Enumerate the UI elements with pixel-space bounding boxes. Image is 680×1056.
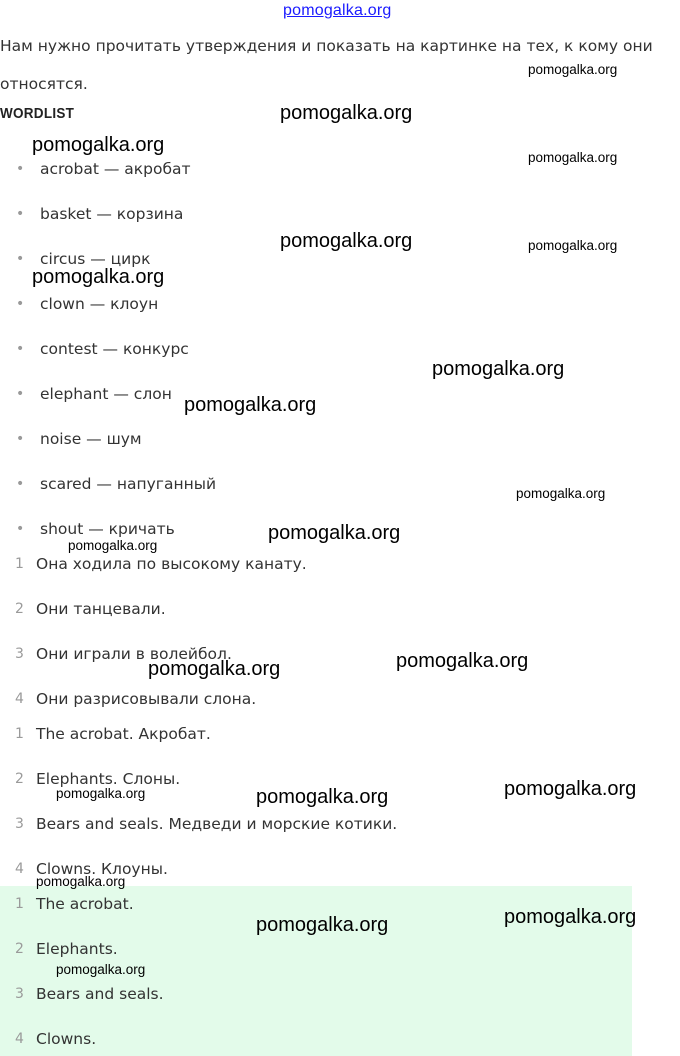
wordlist-heading: WORDLIST (0, 105, 75, 122)
item-number: 1 (15, 556, 24, 572)
statement-text: Они играли в волейбол. (36, 645, 232, 663)
item-number: 3 (15, 986, 24, 1002)
word-entry: scared — напуганный (40, 475, 217, 493)
answer-text: Clowns. (36, 1030, 97, 1048)
watermark: pomogalka.org (32, 134, 165, 156)
watermark: pomogalka.org (268, 522, 401, 544)
list-item (0, 155, 191, 183)
word-entry: circus — цирк (40, 250, 151, 268)
list-item (0, 290, 158, 318)
list-item (0, 380, 172, 408)
bullet-icon: • (16, 161, 25, 177)
watermark: pomogalka.org (516, 486, 606, 501)
list-item (0, 980, 164, 1008)
list-item (0, 810, 397, 838)
statement-text: Они разрисовывали слона. (36, 690, 257, 708)
list-item (0, 550, 307, 578)
word-entry: basket — корзина (40, 205, 184, 223)
watermark: pomogalka.org (56, 962, 146, 977)
item-number: 1 (15, 896, 24, 912)
watermark: pomogalka.org (432, 358, 565, 380)
watermark: pomogalka.org (56, 786, 146, 801)
watermark: pomogalka.org (36, 874, 126, 889)
list-item (0, 720, 211, 748)
item-number: 4 (15, 691, 24, 707)
item-number: 3 (15, 646, 24, 662)
bullet-icon: • (16, 251, 25, 267)
bullet-icon: • (16, 476, 25, 492)
word-entry: contest — конкурс (40, 340, 189, 358)
bullet-icon: • (16, 521, 25, 537)
watermark: pomogalka.org (32, 266, 165, 288)
translation-text: Bears and seals. Медведи и морские котики. (36, 815, 398, 833)
statement-text: Они танцевали. (36, 600, 166, 618)
watermark: pomogalka.org (256, 786, 389, 808)
list-item (0, 335, 189, 363)
statement-text: Она ходила по высокому канату. (36, 555, 307, 573)
item-number: 1 (15, 726, 24, 742)
word-entry: elephant — слон (40, 385, 172, 403)
word-entry: shout — кричать (40, 520, 175, 538)
site-link[interactable]: pomogalka.org (283, 2, 392, 19)
translation-text: Elephants. Слоны. (36, 770, 181, 788)
bullet-icon: • (16, 341, 25, 357)
item-number: 2 (15, 601, 24, 617)
intro-text: Нам нужно прочитать утверждения и показать на картинке на тех, к кому они относятся. (0, 37, 653, 93)
watermark: pomogalka.org (396, 650, 529, 672)
bullet-icon: • (16, 296, 25, 312)
watermark: pomogalka.org (148, 658, 281, 680)
item-number: 2 (15, 771, 24, 787)
translation-text: Clowns. Клоуны. (36, 860, 168, 878)
watermark: pomogalka.org (68, 538, 158, 553)
watermark: pomogalka.org (504, 906, 637, 928)
list-item (0, 425, 142, 453)
watermark: pomogalka.org (280, 102, 413, 124)
watermark: pomogalka.org (528, 238, 618, 253)
item-number: 4 (15, 861, 24, 877)
list-item (0, 470, 216, 498)
list-item (0, 595, 166, 623)
item-number: 2 (15, 941, 24, 957)
item-number: 4 (15, 1031, 24, 1047)
bullet-icon: • (16, 431, 25, 447)
answer-text: The acrobat. (36, 895, 134, 913)
bullet-icon: • (16, 386, 25, 402)
list-item (0, 200, 183, 228)
answer-text: Bears and seals. (36, 985, 164, 1003)
word-entry: noise — шум (40, 430, 142, 448)
item-number: 3 (15, 816, 24, 832)
watermark: pomogalka.org (256, 914, 389, 936)
word-entry: clown — клоун (40, 295, 159, 313)
bullet-icon: • (16, 206, 25, 222)
list-item (0, 890, 134, 918)
list-item (0, 1025, 96, 1053)
watermark: pomogalka.org (528, 150, 618, 165)
answer-text: Elephants. (36, 940, 118, 958)
translation-text: The acrobat. Акробат. (36, 725, 211, 743)
watermark: pomogalka.org (528, 62, 618, 77)
watermark: pomogalka.org (184, 394, 317, 416)
watermark: pomogalka.org (504, 778, 637, 800)
watermark: pomogalka.org (280, 230, 413, 252)
list-item (0, 935, 118, 963)
word-entry: acrobat — акробат (40, 160, 191, 178)
list-item (0, 685, 256, 713)
